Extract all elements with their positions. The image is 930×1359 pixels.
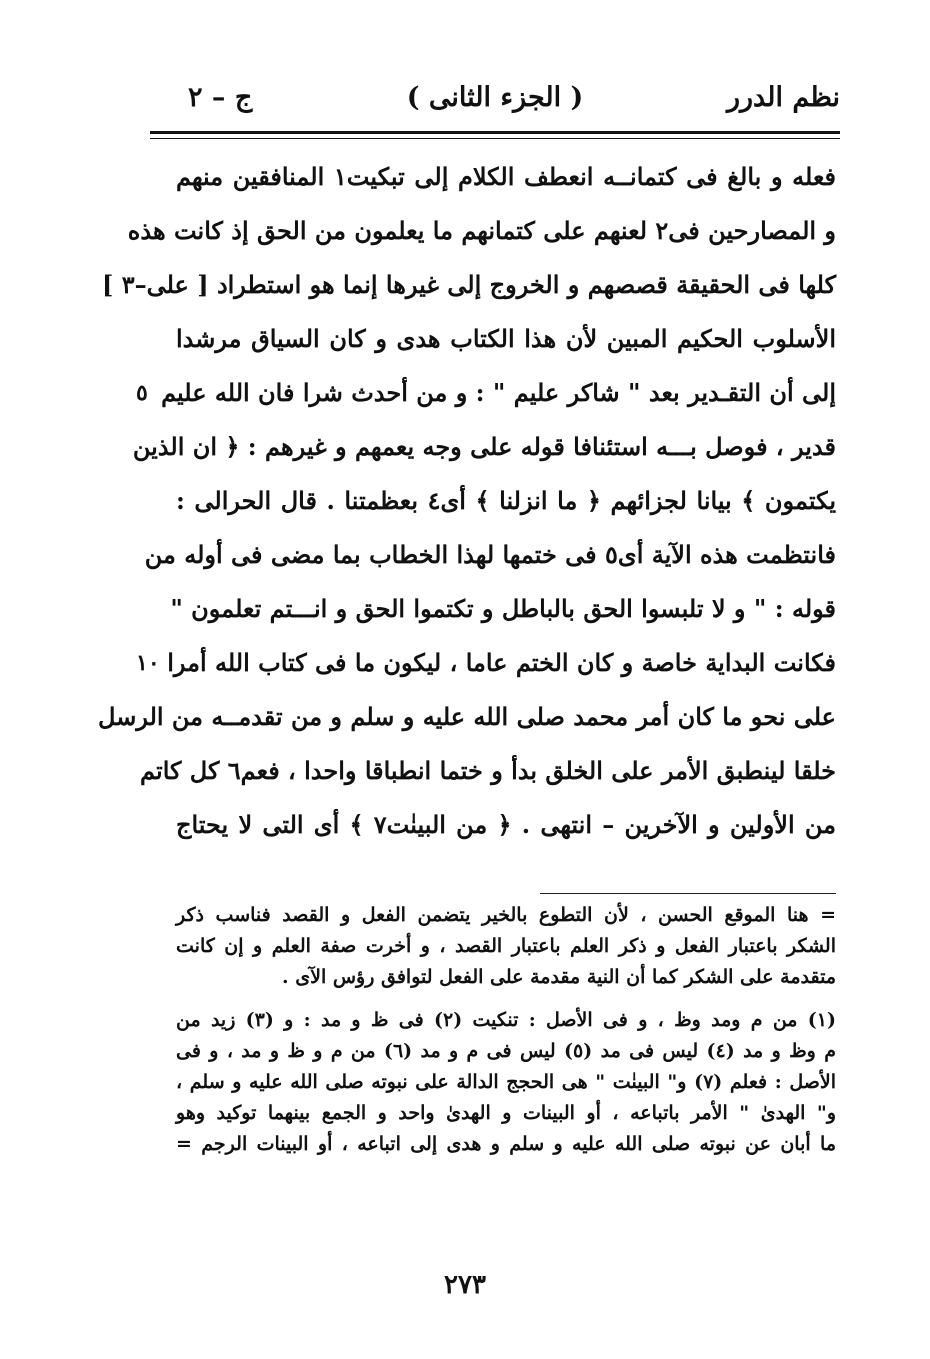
footnote-gap <box>176 993 836 1005</box>
text-line: الأسلوب الحكيم المبين لأن هذا الكتاب هدى و كان السياق مرشدا <box>176 324 836 353</box>
footnote-line: متقدمة على الشكر كما أن النية مقدمة على الفعل لتوافق رؤس الآى . <box>282 966 836 988</box>
text-line: قدير ، فوصل بـــه استئنافا قوله على وجه يعمهم و غيرهم : ﴿ ان الذين <box>132 432 836 461</box>
volume-label: ج – ٢ <box>188 82 253 113</box>
footnote-line: الشكر باعتبار الفعل و ذكر العلم باعتبار القصد ، و أخرت صفة العلم و إن كانت <box>176 935 836 957</box>
book-title: نظم الدرر <box>726 82 840 113</box>
footnote-line: و" الهدىٰ " الأمر باتباعه ، أو البينات و الهدىٰ واحد و الجمع بينهما توكيد وهو <box>176 1102 836 1124</box>
text-line: على نحو ما كان أمر محمد صلى الله عليه و سلم و من تقدمــه من الرسل <box>98 702 836 731</box>
footnotes <box>176 900 836 1160</box>
line-number: ١٠ <box>136 650 160 676</box>
text-line: من الأولين و الآخرين – انتهى . ﴿ من البينٰت٧ ﴾ أى التى لا يحتاج <box>176 810 836 839</box>
footnote-line: = هنا الموقع الحسن ، لأن التطوع بالخير يتضمن الفعل و القصد فناسب ذكر <box>176 904 836 926</box>
text-line: قوله : " و لا تلبسوا الحق بالباطل و تكتموا الحق و انـــتم تعلمون " <box>170 594 836 623</box>
part-title: ( الجزء الثانى ) <box>406 82 584 113</box>
text-line: يكتمون ﴾ بيانا لجزائهم ﴿ ما انزلنا ﴾ أى٤ بعظمتنا . قال الحرالى : <box>176 486 837 515</box>
text-line: خلقا لينطبق الأمر على الخلق بدأ و ختما انطباقا واحدا ، فعم٦ كل كاتم <box>140 756 836 785</box>
text-line: فانتظمت هذه الآية أى٥ فى ختمها لهذا الخطاب بما مضى فى أوله من <box>144 540 836 569</box>
footnote-line: ما أبان عن نبوته صلى الله عليه و سلم و هدى إلى اتباعه ، أو البينات الرجم = <box>176 1133 836 1155</box>
footnote-separator <box>540 893 836 894</box>
text-line: فعله و بالغ فى كتمانــه انعطف الكلام إلى تبكيت١ المنافقين منهم <box>176 162 837 191</box>
page-header <box>150 70 840 130</box>
footnote-line: م وظ و مد (٤) ليس فى مد (٥) ليس فى م و مد (٦) من م و ظ و مد ، و فى <box>176 1040 836 1062</box>
line-number: ٥ <box>136 380 148 406</box>
footnote-line: (١) من م ومد وظ ، و فى الأصل : تنكيت (٢) فى ظ و مد : و (٣) زيد من <box>176 1009 836 1031</box>
page-number: ٢٧٣ <box>444 1270 486 1300</box>
header-rule-thin <box>150 138 840 139</box>
text-line: و المصارحين فى٢ لعنهم على كتمانهم ما يعلمون من الحق إذ كانت هذه <box>127 216 836 245</box>
text-line: إلى أن التقـدير بعد " شاكر عليم " : و من أحدث شرا فان الله عليم ٥ <box>176 366 836 420</box>
text-line: فكانت البداية خاصة و كان الختم عاما ، ليكون ما فى كتاب الله أمرا ١٠ <box>176 636 836 690</box>
main-text <box>98 150 837 852</box>
header-rule-thick <box>150 131 840 134</box>
footnote-line: الأصل : فعلم (٧) و" البينٰت " هى الحجج الدالة على نبوته صلى الله عليه و سلم ، <box>176 1071 837 1093</box>
text-line: كلها فى الحقيقة قصصهم و الخروج إلى غيرها إنما هو استطراد [ على–٣ ] <box>102 270 836 299</box>
